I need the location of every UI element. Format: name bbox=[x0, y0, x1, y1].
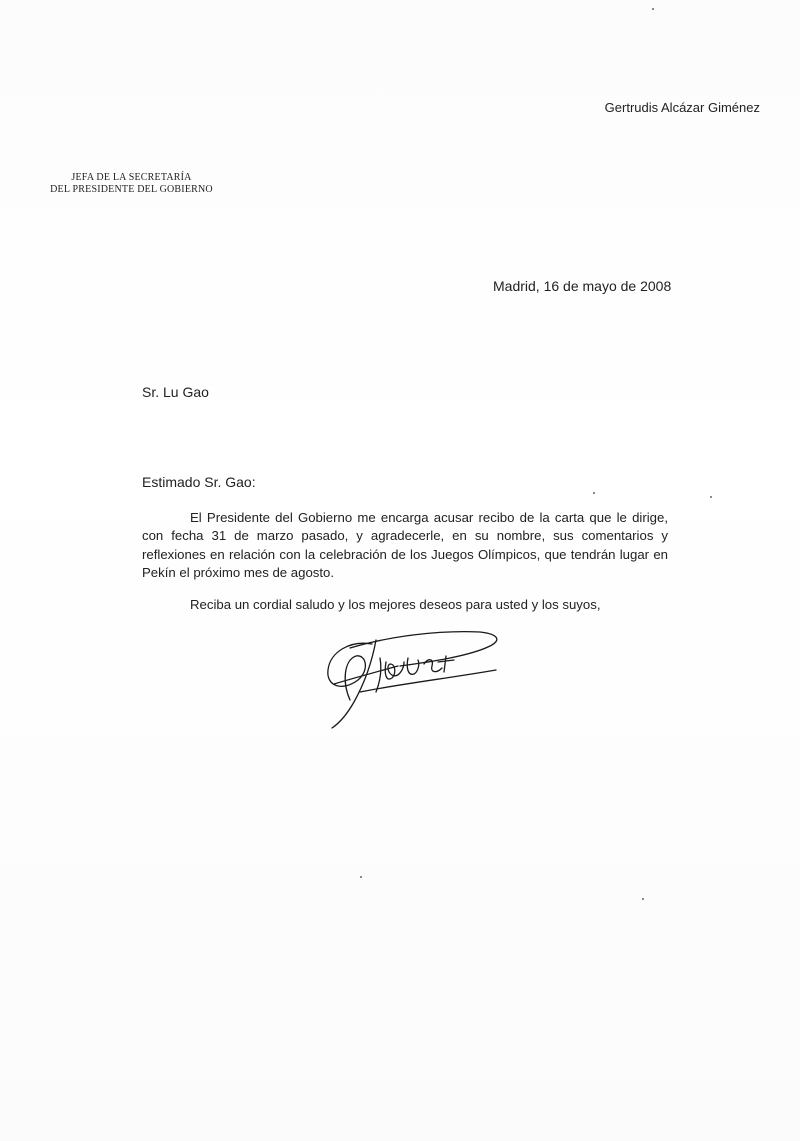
office-header bbox=[24, 172, 239, 196]
scan-speck bbox=[360, 876, 362, 878]
scan-speck bbox=[710, 496, 712, 498]
recipient-name: Sr. Lu Gao bbox=[142, 384, 209, 400]
office-line-2: DEL PRESIDENTE DEL GOBIERNO bbox=[50, 184, 213, 195]
body-paragraph: El Presidente del Gobierno me encarga acusar recibo de la carta que le dirige, con fecha 31 de marzo pasado, y agradecerle, en su nombre, sus comentarios y reflexiones en relación con la celebración de los Juegos Olímpicos, que tendrán lugar en Pekín el próximo mes de agosto. bbox=[142, 510, 668, 581]
sender-name: Gertrudis Alcázar Giménez bbox=[604, 100, 760, 115]
office-line-1: JEFA DE LA SECRETARÍA bbox=[71, 172, 192, 183]
salutation: Estimado Sr. Gao: bbox=[142, 474, 256, 490]
scan-speck bbox=[593, 492, 595, 494]
closing-line: Reciba un cordial saludo y los mejores deseos para usted y los suyos, bbox=[190, 597, 601, 612]
handwritten-signature bbox=[320, 622, 510, 732]
scan-speck bbox=[652, 8, 654, 10]
scan-speck bbox=[642, 898, 644, 900]
letter-date: Madrid, 16 de mayo de 2008 bbox=[493, 278, 672, 294]
